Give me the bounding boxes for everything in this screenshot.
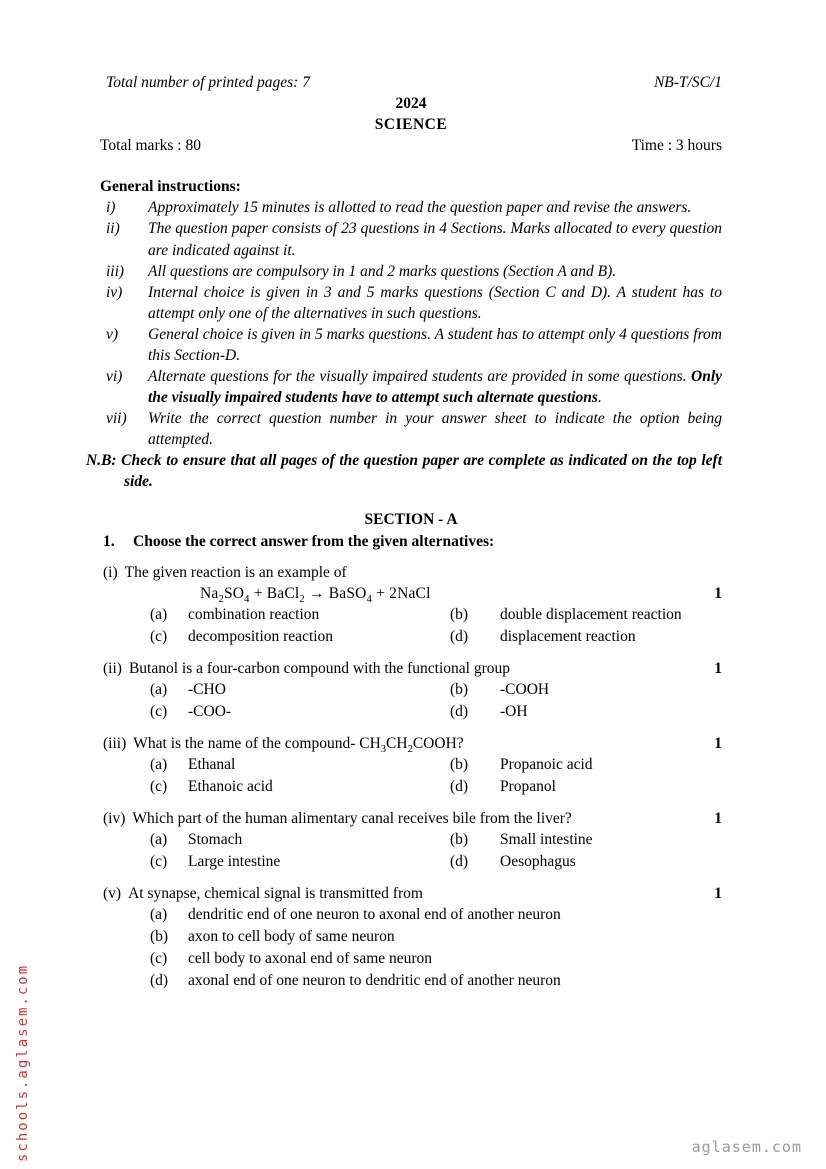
question-1-number: 1. xyxy=(103,532,115,550)
option-c-text: Large intestine xyxy=(188,853,281,871)
instruction-number: vi) xyxy=(106,368,123,386)
general-instructions xyxy=(86,176,722,492)
option-c-label: (c) xyxy=(150,702,168,720)
option-c-text: decomposition reaction xyxy=(188,627,334,645)
option-c-label: (c) xyxy=(150,853,168,871)
instruction-item-vii xyxy=(100,408,722,450)
instruction-number: i) xyxy=(106,199,116,217)
question-text: Butanol is a four-carbon compound with the functional group xyxy=(128,659,511,677)
question-text: Which part of the human alimentary canal receives bile from the liver? xyxy=(132,809,572,827)
option-d-label: (d) xyxy=(450,702,469,720)
question-iii-line xyxy=(100,733,722,754)
option-c-label: (c) xyxy=(150,777,168,795)
option-b-label: (b) xyxy=(450,680,469,698)
question-i-options xyxy=(100,604,722,648)
instruction-text: All questions are compulsory in 1 and 2 marks questions (Section A and B). xyxy=(148,262,617,280)
instruction-number: iv) xyxy=(106,283,123,301)
question-ii-options xyxy=(100,679,722,723)
instructions-heading: General instructions: xyxy=(100,178,241,196)
question-ii xyxy=(100,658,722,723)
question-v-line xyxy=(100,883,722,904)
instruction-item-iii xyxy=(100,261,722,282)
question-iv-options xyxy=(100,829,722,873)
question-text: What is the name of the compound- $CH_3CH_2COOH$? xyxy=(133,734,464,755)
instruction-text: Write the correct question number in your answer sheet to indicate the option being attempted. xyxy=(148,410,722,449)
option-b-text: axon to cell body of same neuron xyxy=(188,928,395,946)
instruction-text: The question paper consists of 23 questions in 4 Sections. Marks allocated to every question are indicated against it. xyxy=(148,220,722,259)
time-allowed: Time : 3 hours xyxy=(631,137,722,155)
option-d-label: (d) xyxy=(450,853,469,871)
equation-line xyxy=(100,583,722,604)
page-header xyxy=(100,72,722,93)
question-ii-line xyxy=(100,658,722,679)
option-b-label: (b) xyxy=(450,831,469,849)
question-i xyxy=(100,562,722,648)
instruction-item-vi xyxy=(100,366,722,408)
instruction-number: v) xyxy=(106,325,119,343)
instruction-text: Alternate questions for the visually impaired students are provided in some questions. Only the visually impaired students have to attempt such alternate questions. xyxy=(148,368,722,407)
section-a-title: SECTION - A xyxy=(364,511,458,529)
option-a-text: Ethanal xyxy=(188,755,236,773)
marks-badge: 1 xyxy=(714,809,722,827)
option-c-text: Ethanoic acid xyxy=(188,777,273,795)
option-b-label: (b) xyxy=(150,928,169,946)
option-a-label: (a) xyxy=(150,680,168,698)
question-text: The given reaction is an example of xyxy=(124,563,347,581)
bottom-watermark-text: aglasem.com xyxy=(691,1137,802,1156)
side-watermark-text: schools.aglasem.com xyxy=(15,963,31,1162)
option-d-text: -OH xyxy=(500,702,528,720)
paper-code: NB-T/SC/1 xyxy=(653,74,722,91)
option-a-text: combination reaction xyxy=(188,605,320,623)
option-b-text: Propanoic acid xyxy=(500,755,593,773)
nb-note: N.B: Check to ensure that all pages of the question paper are complete as indicated on the top left side. xyxy=(86,452,722,491)
exam-year: 2024 xyxy=(395,95,427,113)
marks-badge: 1 xyxy=(714,584,722,602)
option-b-text: double displacement reaction xyxy=(500,605,682,623)
option-d-text: Propanol xyxy=(500,777,556,795)
instruction-number: ii) xyxy=(106,220,120,238)
option-a-label: (a) xyxy=(150,831,168,849)
question-1-heading-row xyxy=(100,531,722,552)
instruction-item-i xyxy=(100,197,722,218)
option-a-text: Stomach xyxy=(188,831,243,849)
marks-time-row xyxy=(100,135,722,156)
option-d-text: Oesophagus xyxy=(500,853,576,871)
option-c-label: (c) xyxy=(150,950,168,968)
question-v-options xyxy=(100,904,722,992)
question-iv-line xyxy=(100,808,722,829)
option-d-text: displacement reaction xyxy=(500,627,636,645)
total-marks: Total marks : 80 xyxy=(100,137,201,155)
instruction-text: Approximately 15 minutes is allotted to read the question paper and revise the answers. xyxy=(148,199,692,217)
instruction-number: vii) xyxy=(106,410,127,428)
question-label: (ii) xyxy=(103,659,122,677)
option-b-text: -COOH xyxy=(500,680,550,698)
instruction-item-v xyxy=(100,324,722,366)
question-v xyxy=(100,883,722,992)
option-d-label: (d) xyxy=(450,627,469,645)
question-label: (iv) xyxy=(103,809,126,827)
question-1-heading: Choose the correct answer from the given alternatives: xyxy=(133,532,495,550)
marks-badge: 1 xyxy=(714,734,722,752)
option-a-text: -CHO xyxy=(188,680,226,698)
option-b-text: Small intestine xyxy=(500,831,593,849)
question-label: (v) xyxy=(103,885,122,903)
option-a-text: dendritic end of one neuron to axonal end of another neuron xyxy=(188,906,561,924)
option-c-label: (c) xyxy=(150,627,168,645)
subject-title: SCIENCE xyxy=(374,116,448,134)
option-b-label: (b) xyxy=(450,605,469,623)
instruction-item-iv xyxy=(100,282,722,324)
option-c-text: cell body to axonal end of same neuron xyxy=(188,950,433,968)
option-d-label: (d) xyxy=(450,777,469,795)
question-i-line xyxy=(100,562,722,583)
marks-badge: 1 xyxy=(714,659,722,677)
instruction-item-ii xyxy=(100,218,722,260)
question-text: At synapse, chemical signal is transmitted from xyxy=(128,885,423,903)
instruction-text: General choice is given in 5 marks questions. A student has to attempt only 4 questions from this Section-D. xyxy=(148,325,722,364)
instruction-text: Internal choice is given in 3 and 5 marks questions (Section C and D). A student has to attempt only one of the alternatives in such questions. xyxy=(148,283,722,322)
option-c-text: -COO- xyxy=(188,702,232,720)
option-a-label: (a) xyxy=(150,605,168,623)
option-d-text: axonal end of one neuron to dendritic end of another neuron xyxy=(188,972,561,990)
chemical-equation: $Na_2SO_4$ + BaCl$_2$ → BaSO$_4$ + 2NaCl xyxy=(200,584,431,605)
instruction-number: iii) xyxy=(106,262,125,280)
question-iii-options xyxy=(100,754,722,798)
option-d-label: (d) xyxy=(150,972,169,990)
question-label: (iii) xyxy=(103,734,127,752)
question-label: (i) xyxy=(103,563,118,581)
option-a-label: (a) xyxy=(150,755,168,773)
marks-badge: 1 xyxy=(714,885,722,903)
question-iii xyxy=(100,733,722,798)
question-iv xyxy=(100,808,722,873)
option-b-label: (b) xyxy=(450,755,469,773)
printed-pages-note: Total number of printed pages: 7 xyxy=(106,74,310,91)
page-content xyxy=(86,72,722,992)
option-a-label: (a) xyxy=(150,906,168,924)
